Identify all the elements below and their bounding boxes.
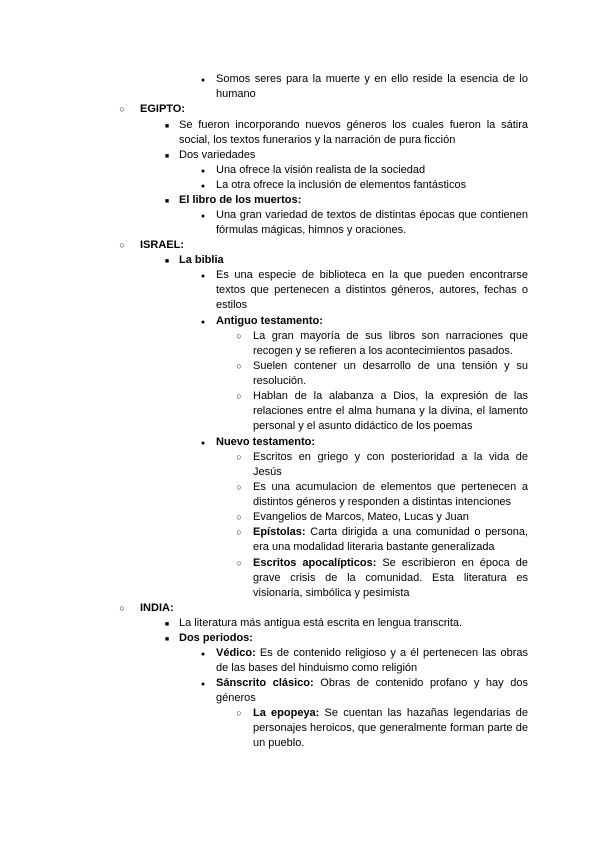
list-item [216, 435, 528, 450]
list-item [253, 556, 528, 602]
list-item-text: Evangelios de Marcos, Mateo, Lucas y Juan [253, 511, 469, 523]
square-bullet-icon [161, 193, 173, 209]
list-item [253, 389, 528, 435]
list-item [140, 238, 528, 253]
list-item-heading: Escritos apocalípticos: [253, 557, 377, 569]
list-item-text: Es una acumulacion de elementos que pertenecen a distintos géneros y responden a distintas intenciones [253, 481, 528, 509]
list-item [179, 631, 528, 646]
list-item-text: La gran mayoría de sus libros son narraciones que recogen y se refieren a los acontecimientos pasados. [253, 330, 528, 358]
list-item [179, 118, 528, 148]
list-item-text: Obras de contenido profano y hay dos géneros [216, 677, 528, 705]
list-item-heading: El libro de los muertos: [179, 194, 302, 206]
circle-bullet-icon [233, 359, 245, 374]
list-item [216, 163, 528, 178]
list-item-text: Es una especie de biblioteca en la que pueden encontrarse textos que pertenecen a distintos géneros, autores, fechas o estilos [216, 269, 528, 312]
list-item-text: La literatura más antigua está escrita en lengua transcrita. [179, 617, 463, 629]
list-item-heading: ISRAEL: [140, 239, 184, 251]
list-item-heading: La epopeya: [253, 707, 320, 719]
list-item-heading: Védico: [216, 647, 256, 659]
list-item-text: Carta dirigida a una comunidad o persona, era una modalidad literaria bastante generalizada [253, 526, 528, 554]
list-item [253, 525, 528, 555]
square-bullet-icon [161, 148, 173, 164]
list-item [216, 72, 528, 102]
disc-bullet-icon [197, 163, 209, 179]
list-item [216, 646, 528, 676]
list-item [253, 510, 528, 525]
disc-bullet-icon [197, 435, 209, 451]
circle-bullet-icon [233, 556, 245, 571]
disc-bullet-icon [197, 268, 209, 284]
list-item [140, 102, 528, 117]
list-item-text: Una gran variedad de textos de distintas épocas que contienen fórmulas mágicas, himnos y oraciones. [216, 209, 528, 237]
list-item-heading: Nuevo testamento: [216, 436, 316, 448]
list-item-text: Dos variedades [179, 149, 256, 161]
list-item-text: Se escribieron en época de grave crisis de la comunidad. Esta literatura es visionaria, simbólica y pesimista [253, 557, 528, 600]
list-item-text: Hablan de la alabanza a Dios, la expresión de las relaciones entre el alma humana y la divina, el lamento personal y el asunto didáctico de los poemas [253, 390, 528, 433]
list-item-text: Se fueron incorporando nuevos géneros los cuales fueron la sátira social, los textos funerarios y la narración de pura ficción [179, 119, 528, 147]
list-item [140, 601, 528, 616]
circle-bullet-icon [116, 238, 128, 253]
list-item [179, 193, 528, 208]
list-item [253, 480, 528, 510]
list-item [253, 359, 528, 389]
list-item-text: Escritos en griego y con posterioridad a la vida de Jesús [253, 451, 528, 479]
list-item-heading: Sánscrito clásico: [216, 677, 314, 689]
list-item [216, 676, 528, 706]
circle-bullet-icon [233, 389, 245, 404]
disc-bullet-icon [197, 676, 209, 692]
list-item [179, 148, 528, 163]
square-bullet-icon [161, 631, 173, 647]
list-item-heading: EGIPTO: [140, 103, 186, 115]
list-item [179, 616, 528, 631]
circle-bullet-icon [233, 329, 245, 344]
list-item-text: Suelen contener un desarrollo de una tensión y su resolución. [253, 360, 528, 388]
list-item-heading: Epístolas: [253, 526, 306, 538]
square-bullet-icon [161, 616, 173, 632]
list-item-text: Una ofrece la visión realista de la sociedad [216, 164, 426, 176]
circle-bullet-icon [116, 601, 128, 616]
list-item-text: Se cuentan las hazañas legendarias de personajes heroicos, que generalmente forman parte de un pueblo. [253, 707, 528, 750]
disc-bullet-icon [197, 72, 209, 88]
list-item-heading: INDIA: [140, 602, 174, 614]
list-item-text: La otra ofrece la inclusión de elementos fantásticos [216, 179, 467, 191]
list-item [253, 706, 528, 752]
list-item [216, 178, 528, 193]
square-bullet-icon [161, 118, 173, 134]
disc-bullet-icon [197, 178, 209, 194]
list-item [253, 450, 528, 480]
circle-bullet-icon [233, 706, 245, 721]
disc-bullet-icon [197, 646, 209, 662]
disc-bullet-icon [197, 208, 209, 224]
circle-bullet-icon [233, 480, 245, 495]
list-item-text: Somos seres para la muerte y en ello reside la esencia de lo humano [216, 73, 528, 101]
circle-bullet-icon [233, 450, 245, 465]
circle-bullet-icon [233, 525, 245, 540]
square-bullet-icon [161, 253, 173, 269]
list-item-heading: Antiguo testamento: [216, 315, 323, 327]
list-item [216, 314, 528, 329]
list-item [216, 208, 528, 238]
list-item [253, 329, 528, 359]
list-item [216, 268, 528, 314]
list-item-heading: La biblia [179, 254, 224, 266]
circle-bullet-icon [233, 510, 245, 525]
list-item [179, 253, 528, 268]
disc-bullet-icon [197, 314, 209, 330]
list-item-text: Es de contenido religioso y a él pertenecen las obras de las bases del hinduismo como religión [216, 647, 528, 675]
list-item-heading: Dos periodos: [179, 632, 253, 644]
circle-bullet-icon [116, 102, 128, 117]
